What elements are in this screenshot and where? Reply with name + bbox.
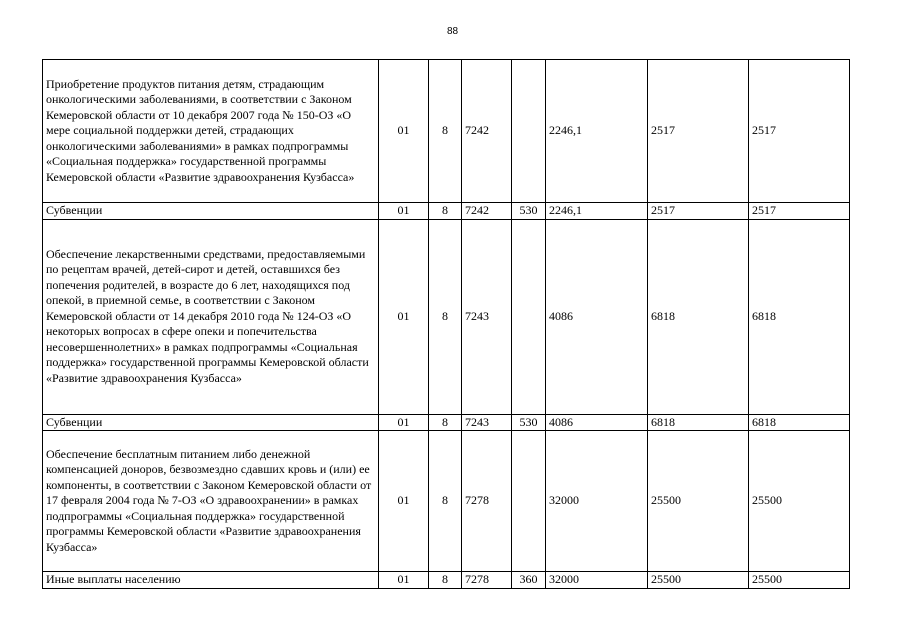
cell-amount-2: 2517 (648, 203, 749, 220)
cell-target-item: 7242 (462, 60, 512, 203)
table-row (43, 572, 850, 589)
cell-amount-2: 2517 (648, 60, 749, 203)
cell-amount-3: 6818 (749, 219, 850, 414)
row-name: Обеспечение лекарственными средствами, предоставляемыми по рецептам врачей, детей-сирот и детей, оставшихся без попечения родителей, в возрасте до 6 лет, находящихся под опекой, в приемной семье, в соответствии с Законом Кемеровской области от 14 декабря 2010 года № 124-ОЗ «О некоторых вопросах в сфере опеки и попечительства несовершеннолетних» в рамках подпрограммы «Социальная поддержка» государственной программы Кемеровской области «Развитие здравоохранения Кузбасса» (43, 219, 379, 414)
cell-subsection: 8 (429, 572, 462, 589)
cell-amount-1: 32000 (546, 572, 648, 589)
cell-target-item: 7243 (462, 414, 512, 431)
table-row (43, 203, 850, 220)
cell-amount-2: 25500 (648, 431, 749, 572)
cell-subsection: 8 (429, 219, 462, 414)
cell-amount-1: 4086 (546, 414, 648, 431)
cell-section: 01 (379, 431, 429, 572)
cell-amount-2: 25500 (648, 572, 749, 589)
table-row (43, 219, 850, 414)
cell-target-item: 7242 (462, 203, 512, 220)
row-name: Субвенции (43, 203, 379, 220)
cell-expense-type: 530 (512, 414, 546, 431)
row-name: Иные выплаты населению (43, 572, 379, 589)
cell-target-item: 7278 (462, 431, 512, 572)
cell-target-item: 7243 (462, 219, 512, 414)
cell-amount-1: 2246,1 (546, 60, 648, 203)
cell-section: 01 (379, 414, 429, 431)
cell-section: 01 (379, 219, 429, 414)
cell-amount-1: 4086 (546, 219, 648, 414)
table-row (43, 60, 850, 203)
cell-target-item: 7278 (462, 572, 512, 589)
cell-amount-1: 32000 (546, 431, 648, 572)
cell-subsection: 8 (429, 203, 462, 220)
row-name: Субвенции (43, 414, 379, 431)
page-number: 88 (446, 26, 459, 37)
cell-section: 01 (379, 203, 429, 220)
cell-subsection: 8 (429, 431, 462, 572)
cell-subsection: 8 (429, 60, 462, 203)
cell-amount-2: 6818 (648, 219, 749, 414)
cell-amount-3: 2517 (749, 60, 850, 203)
cell-expense-type: 530 (512, 203, 546, 220)
row-name: Приобретение продуктов питания детям, страдающим онкологическими заболеваниями, в соответствии с Законом Кемеровской области от 10 декабря 2007 года № 150-ОЗ «О мере социальной поддержки детей, страдающих онкологическими заболеваниями» в рамках подпрограммы «Социальная поддержка» государственной программы Кемеровской области «Развитие здравоохранения Кузбасса» (43, 60, 379, 203)
budget-table (42, 59, 850, 589)
cell-expense-type (512, 60, 546, 203)
cell-expense-type (512, 431, 546, 572)
cell-amount-3: 2517 (749, 203, 850, 220)
cell-subsection: 8 (429, 414, 462, 431)
cell-amount-3: 25500 (749, 572, 850, 589)
cell-amount-3: 6818 (749, 414, 850, 431)
table-row (43, 414, 850, 431)
row-name: Обеспечение бесплатным питанием либо денежной компенсацией доноров, безвозмездно сдавших кровь и (или) ее компоненты, в соответствии с Законом Кемеровской области от 17 февраля 2004 года № 7-ОЗ «О здравоохранении» в рамках подпрограммы «Социальная поддержка» государственной программы Кемеровской области «Развитие здравоохранения Кузбасса» (43, 431, 379, 572)
table-row (43, 431, 850, 572)
cell-amount-2: 6818 (648, 414, 749, 431)
cell-section: 01 (379, 60, 429, 203)
cell-expense-type: 360 (512, 572, 546, 589)
cell-section: 01 (379, 572, 429, 589)
cell-amount-1: 2246,1 (546, 203, 648, 220)
cell-amount-3: 25500 (749, 431, 850, 572)
cell-expense-type (512, 219, 546, 414)
